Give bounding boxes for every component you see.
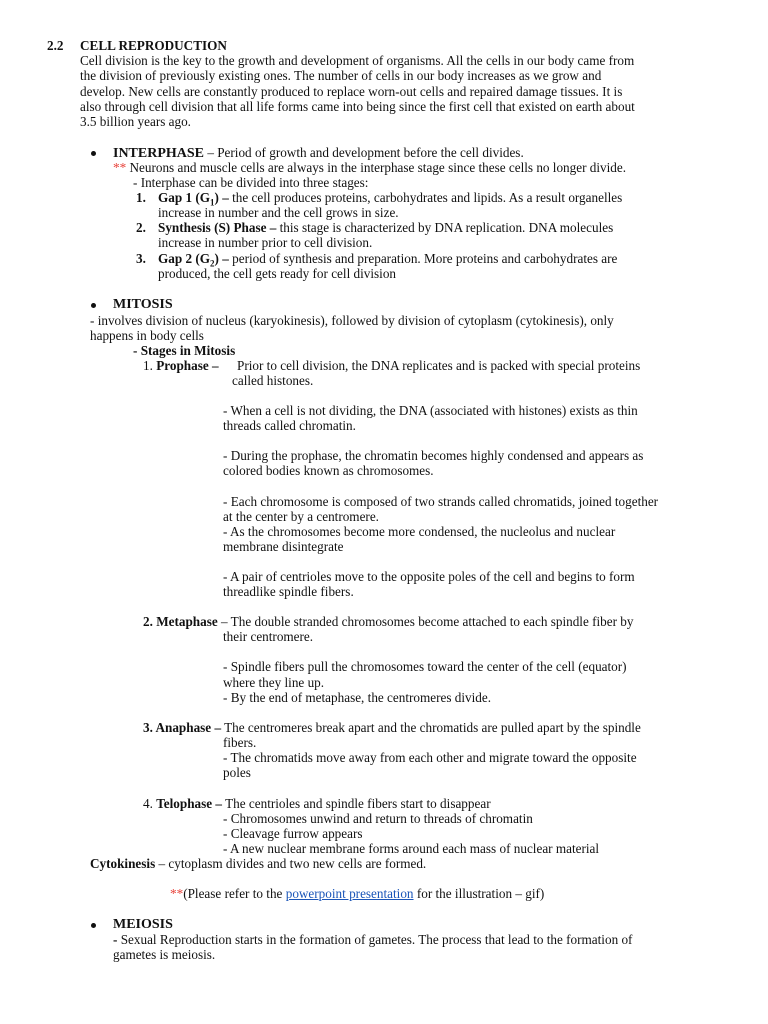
metaphase-line: where they line up. — [223, 675, 325, 690]
stage-gap2-cont: produced, the cell gets ready for cell division — [158, 266, 397, 281]
prophase-line: - As the chromosomes become more condensed, the nucleolus and nuclear — [223, 524, 616, 539]
prophase-line: - A pair of centrioles move to the opposite poles of the cell and begins to form — [223, 569, 635, 584]
prophase-line: - When a cell is not dividing, the DNA (associated with histones) exists as thin — [223, 403, 638, 418]
prophase-line: - During the prophase, the chromatin becomes highly condensed and appears as — [223, 448, 644, 463]
cytokinesis-line: Cytokinesis – cytoplasm divides and two new cells are formed. — [90, 856, 427, 871]
metaphase-line: - Spindle fibers pull the chromosomes toward the center of the cell (equator) — [223, 659, 627, 674]
intro-line: also through cell division that all life forms came into being since the first cell that existed on earth about — [80, 99, 635, 114]
interphase-stages-intro: - Interphase can be divided into three stages: — [133, 175, 369, 190]
mitosis-desc-line: happens in body cells — [90, 328, 204, 343]
anaphase-line: poles — [223, 765, 251, 780]
interphase-heading: INTERPHASE — [113, 146, 205, 161]
prophase-line: called histones. — [232, 373, 314, 388]
stage-synthesis-cont: increase in number prior to cell division. — [158, 235, 373, 250]
stage-gap1: Gap 1 $(G_1)$ – the cell produces proteins, carbohydrates and lipids. As a result organelles — [158, 190, 623, 208]
refer-note: **(Please refer to the powerpoint presentation for the illustration – gif) — [170, 886, 545, 901]
meiosis-desc-line: gametes is meiosis. — [113, 947, 216, 962]
prophase-line: at the center by a centromere. — [223, 509, 379, 524]
anaphase-line: fibers. — [223, 735, 257, 750]
metaphase-heading-line: 2. Metaphase – The double stranded chromosomes become attached to each spindle fiber by — [143, 614, 634, 629]
telophase-line: - Chromosomes unwind and return to threads of chromatin — [223, 811, 533, 826]
intro-line: 3.5 billion years ago. — [80, 114, 191, 129]
telophase-line: - Cleavage furrow appears — [223, 826, 363, 841]
note-marker: ** — [113, 160, 127, 175]
prophase-line: threadlike spindle fibers. — [223, 584, 354, 599]
telophase-line: - A new nuclear membrane forms around each mass of nuclear material — [223, 841, 600, 856]
interphase-definition: – Period of growth and development before the cell divides. — [204, 145, 524, 160]
prophase-line: colored bodies known as chromosomes. — [223, 463, 434, 478]
powerpoint-link[interactable]: powerpoint presentation — [285, 886, 414, 901]
note-text: Neurons and muscle cells are always in the interphase stage since these cells no longer divide. — [126, 160, 627, 175]
stage-number: 2. — [136, 220, 146, 235]
note-marker: ** — [170, 886, 184, 901]
prophase-line: Prior to cell division, the DNA replicates and is packed with special proteins — [237, 358, 641, 373]
section-number: 2.2 — [47, 38, 64, 53]
prophase-heading-line: 1. Prophase – — [143, 358, 219, 373]
prophase-line: threads called chromatin. — [223, 418, 356, 433]
mitosis-desc-line: - involves division of nucleus (karyokinesis), followed by division of cytoplasm (cytokinesis), only — [90, 313, 614, 328]
meiosis-heading: MEIOSIS — [113, 917, 173, 932]
mitosis-heading: MITOSIS — [113, 297, 173, 312]
prophase-line: - Each chromosome is composed of two strands called chromatids, joined together — [223, 494, 659, 509]
interphase-note — [113, 160, 626, 175]
stage-number: 3. — [136, 251, 146, 266]
intro-line: develop. New cells are constantly produced to replace worn-out cells and repaired damage tissues. It is — [80, 84, 623, 99]
metaphase-line: their centromere. — [223, 629, 314, 644]
stage-synthesis: Synthesis (S) Phase – this stage is characterized by DNA replication. DNA molecules — [158, 220, 614, 235]
anaphase-heading-line: 3. Anaphase – The centromeres break apart and the chromatids are pulled apart by the spindle — [143, 720, 641, 735]
interphase-heading-line — [113, 145, 524, 161]
metaphase-line: - By the end of metaphase, the centromeres divide. — [223, 690, 492, 705]
meiosis-desc-line: - Sexual Reproduction starts in the formation of gametes. The process that lead to the formation of — [113, 932, 633, 947]
telophase-heading-line: 4. Telophase – The centrioles and spindle fibers start to disappear — [143, 796, 491, 811]
bullet-icon — [91, 303, 96, 308]
bullet-icon — [91, 923, 96, 928]
stage-gap2: Gap 2 $(G_2)$ – period of synthesis and preparation. More proteins and carbohydrates are — [158, 251, 618, 269]
stage-number: 1. — [136, 190, 146, 205]
stage-gap1-cont: increase in number and the cell grows in size. — [158, 205, 399, 220]
mitosis-stages-heading: - Stages in Mitosis — [133, 343, 236, 358]
prophase-line: membrane disintegrate — [223, 539, 344, 554]
intro-line: Cell division is the key to the growth and development of organisms. All the cells in our body came from — [80, 53, 635, 68]
anaphase-line: - The chromatids move away from each other and migrate toward the opposite — [223, 750, 637, 765]
intro-line: the division of previously existing ones. The number of cells in our body increases as we grow and — [80, 68, 602, 83]
bullet-icon — [91, 151, 96, 156]
section-title: CELL REPRODUCTION — [80, 38, 227, 53]
